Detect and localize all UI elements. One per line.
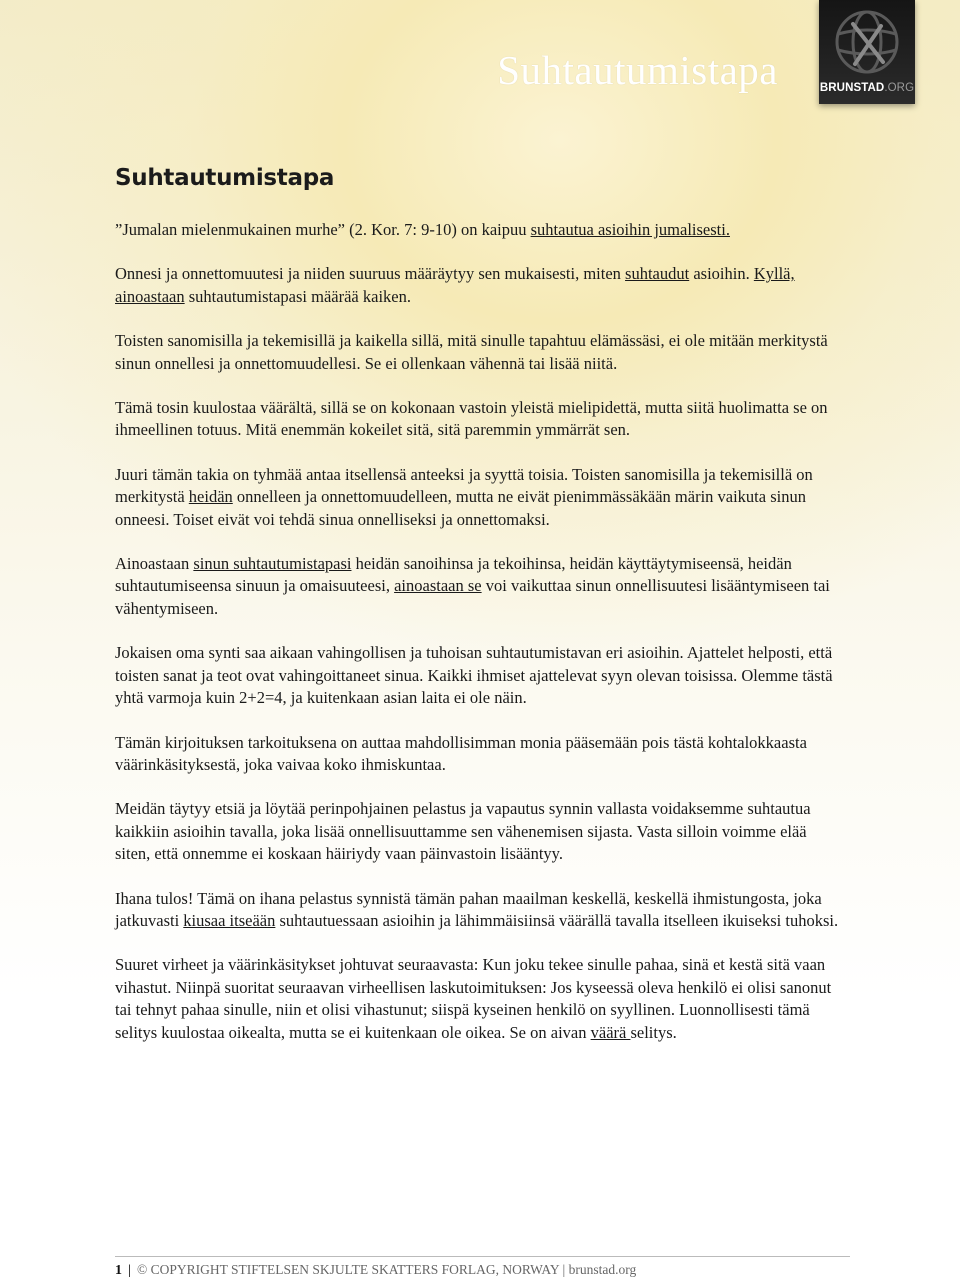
paragraph [115, 263, 840, 308]
paragraph [115, 798, 840, 865]
copyright-text: © COPYRIGHT STIFTELSEN SKJULTE SKATTERS FORLAG, NORWAY | brunstad.org [136, 1262, 637, 1277]
paragraph-text: Toisten sanomisilla ja tekemisillä ja kaikella sillä, mitä sinulle tapahtuu elämässäsi, ei ole mitään merkitystä sinun onnellesi ja onnettomuudellesi. Se ei ollenkaan vähennä tai lisää niitä. [115, 331, 828, 373]
paragraph-text: voi vaikuttaa sinun onnellisuutesi lisääntymiseen tai vähentymiseen. [115, 576, 830, 618]
paragraph [115, 888, 840, 933]
paragraph [115, 553, 840, 620]
paragraph-text: selitys. [630, 1022, 677, 1042]
paragraph [115, 642, 840, 709]
paragraph-text: onnelleen ja onnettomuudelleen, mutta ne eivät pienimmässäkään märin vaikuta sinun onneesi. Toiset eivät voi tehdä sinua onnelliseksi ja onnettomaksi. [115, 487, 806, 529]
paragraph-text: asioihin. [689, 264, 754, 284]
page-number: 1 [115, 1263, 122, 1278]
underlined-text: heidän [188, 487, 233, 507]
underlined-text: suhtautua asioihin jumalisesti. [530, 220, 730, 239]
logo-text: BRUNSTAD.ORG [819, 82, 915, 94]
underlined-text: Kyllä, ainoastaan [115, 264, 795, 306]
paragraph [115, 397, 840, 442]
underlined-text: ainoastaan se [394, 576, 482, 596]
document-title: Suhtautumistapa [115, 165, 335, 191]
paragraph-text: Juuri tämän takia on tyhmää antaa itsellensä anteeksi ja syyttä toisia. Toisten sanomisilla ja tekemisillä on merkitystä [115, 464, 813, 507]
paragraph-text: Ainoastaan [115, 554, 194, 574]
paragraph-text: Meidän täytyy etsiä ja löytää perinpohjainen pelastus ja vapautus synnin vallasta voidaksemme suhtautua kaikkiin asioihin tavalla, joka lisää onnellisuuttamme sen vähenemisen sijasta. Vasta silloin voimme elää siten, että onnemme ei koskaan häiriydy vaan päinvastoin lisääntyy. [115, 799, 811, 864]
brunstad-logo[interactable] [819, 0, 915, 104]
underlined-text: suhtaudut [625, 264, 690, 284]
paragraph-text: Jokaisen oma synti saa aikaan vahingollisen ja tuhoisan suhtautumistavan eri asioihin. Ajattelet helposti, että toisten sanat ja teot ovat vahingoittaneet sinua. Kaikki ihmiset ajattelevat syyn olevan toisissa. Olemme tästä yhtä varmoja kuin 2+2=4, ja kuitenkaan asian laita ei ole näin. [115, 643, 833, 708]
paragraph-text: heidän sanoihinsa ja tekoihinsa, heidän käyttäytymiseensä, heidän suhtautumiseensa sinuun ja omaisuuteesi, [115, 554, 792, 596]
paragraph-text: Tämä tosin kuulostaa väärältä, sillä se on kokonaan vastoin yleistä mielipidettä, mutta siitä huolimatta se on ihmeellinen totuus. Mitä enemmän kokeilet sitä, sitä paremmin ymmärrät sen. [115, 398, 828, 440]
footer-separator: | [128, 1262, 131, 1277]
underlined-text: sinun suhtautumistapasi [193, 554, 352, 574]
paragraph [115, 732, 840, 777]
paragraph-text: suhtautumistapasi määrää kaiken. [184, 286, 411, 306]
paragraph-text: Tämän kirjoituksen tarkoituksena on auttaa mahdollisimman monia pääsemään pois tästä kohtalokkaasta väärinkäsityksestä, joka vaivaa koko ihmiskuntaa. [115, 732, 807, 774]
paragraph-text: Ihana tulos! Tämä on ihana pelastus synnistä tämän pahan maailman keskellä, keskellä ihmistungosta, joka jatkuvasti [115, 888, 822, 930]
paragraph-text: Onnesi ja onnettomuutesi ja niiden suuruus määräytyy sen mukaisesti, miten [115, 264, 626, 284]
paragraph-text: suhtautuessaan asioihin ja lähimmäisiinsä väärällä tavalla itselleen ikuiseksi tuhoksi. [275, 910, 839, 930]
header-title: Suhtautumistapa [497, 47, 778, 93]
underlined-text: kiusaa itseään [183, 910, 276, 930]
paragraph [115, 219, 840, 241]
document-body [115, 165, 840, 1066]
paragraph [115, 954, 840, 1044]
paragraph [115, 464, 840, 531]
paragraph-text: ”Jumalan mielenmukainen murhe” (2. Kor. 7: 9-10) on kaipuu [115, 220, 531, 239]
page-footer [115, 1256, 850, 1279]
underlined-text: väärä [590, 1022, 631, 1042]
paragraph-list [115, 219, 840, 1044]
globe-cross-icon [829, 4, 905, 80]
paragraph-text: Suuret virheet ja väärinkäsitykset johtuvat seuraavasta: Kun joku tekee sinulle pahaa, sinä et kestä sitä vaan vihastut. Niinpä suoritat seuraavan virheellisen laskutoimituksen: Jos kyseessä oleva henkilö ei olisi sanonut tai tehnyt pahaa sinulle, niin et olisi vihastunut; siispä kyseinen henkilö on syyllinen. Luonnollisesti tämä selitys kuulostaa oikealta, mutta se ei kuitenkaan ole oikea. Se on aivan [115, 955, 832, 1042]
paragraph [115, 330, 840, 375]
